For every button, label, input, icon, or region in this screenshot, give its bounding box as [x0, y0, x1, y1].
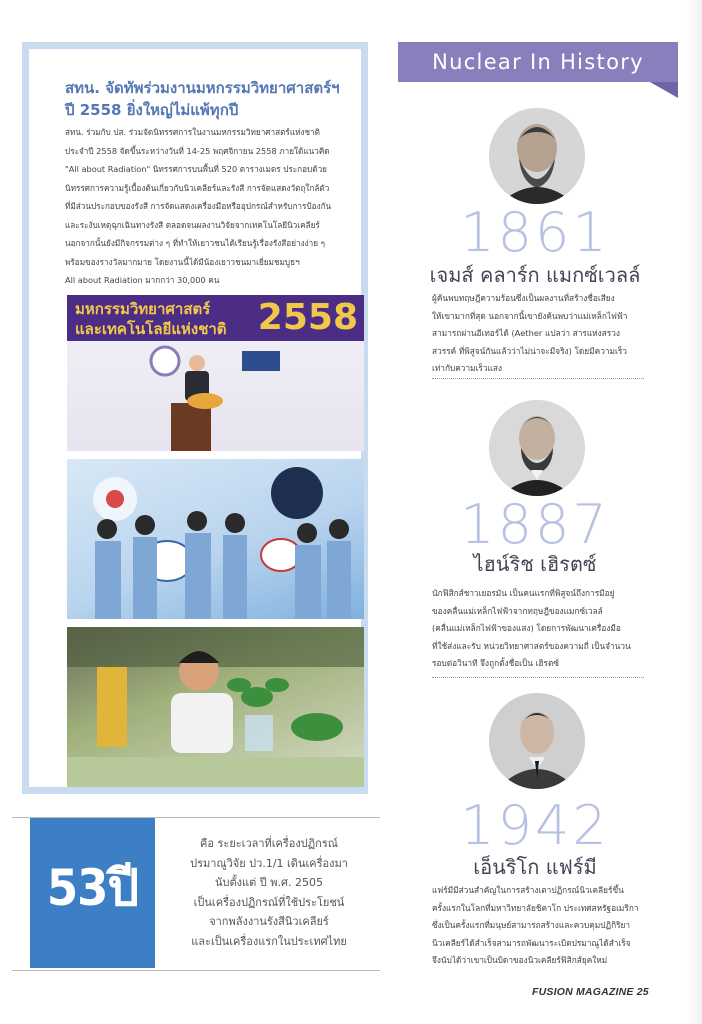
stat-bottom-rule: [12, 970, 380, 971]
bio-line: แฟร์มีมีส่วนสำคัญในการสร้างเตาปฏิกรณ์นิวเคลียร์ขึ้น: [432, 885, 624, 895]
news-body-line: สทน. ร่วมกับ ปส. ร่วมจัดนิทรรศการในงานมหกรรมวิทยาศาสตร์แห่งชาติ: [65, 127, 320, 137]
person-name: เจมส์ คลาร์ก แมกซ์เวลล์: [429, 263, 641, 287]
bio-line: สวรรค์ ที่พิสูจน์กันแล้วว่าไม่น่าจะมีจริง) โดยมีความเร็ว: [432, 345, 627, 356]
news-body-line: นอกจากนั้นยังมีกิจกรรมต่าง ๆ ที่ทำให้เยาวชนได้เรียนรู้เรื่องรังสีอย่างง่าย ๆ: [65, 238, 325, 248]
news-body-line: พร้อมของรางวัลมากมาย โดยงานนี้ได้มีน้องเยาวชนมาเยี่ยมชมบูธฯ: [65, 256, 300, 267]
news-body-line: All about Radiation มากกว่า 30,000 คน: [65, 275, 220, 285]
year-label: 1942: [460, 794, 610, 857]
news-body-line: ที่มีส่วนประกอบของรังสี การจัดแสดงเครื่องมือหรืออุปกรณ์สำหรับการป้องกัน: [65, 201, 332, 211]
news-box: [22, 42, 368, 794]
bio-line: ที่ใช้ส่งและรับ หน่วยวิทยาศาสตร์ของความถี่ เป็นจำนวน: [432, 640, 631, 651]
students-illustration: [67, 459, 364, 619]
exhibitor-photo: [67, 627, 364, 787]
stat-desc-line: เป็นเครื่องปฏิกรณ์ที่ใช้ประโยชน์: [193, 895, 345, 909]
person-bio: [432, 882, 654, 970]
hertz-portrait: [489, 400, 585, 496]
dotted-divider: [432, 677, 644, 678]
person-name: ไฮน์ริช เฮิรตซ์: [473, 552, 597, 576]
history-header: Nuclear In History: [398, 42, 678, 82]
maxwell-portrait: [489, 108, 585, 204]
news-title-line: ปี 2558 ยิ่งใหญ่ไม่แพ้ทุกปี: [65, 101, 239, 119]
page-footer: FUSION MAGAZINE 25: [532, 986, 649, 998]
news-body-line: ประจำปี 2558 จัดขึ้นระหว่างวันที่ 14-25 พฤศจิกายน 2558 ภายใต้แนวคิด: [65, 145, 330, 156]
news-title: [65, 77, 365, 121]
bio-line: รอบต่อวินาที จึงถูกตั้งชื่อเป็น เฮิรตซ์: [432, 658, 559, 668]
bio-line: (คลื่นแม่เหล็กไฟฟ้าของแสง) โดยการพัฒนาเครื่องมือ: [432, 623, 621, 633]
person-bio: [432, 585, 654, 673]
event-stage-photo: [67, 295, 364, 451]
stage-illustration: [67, 295, 364, 451]
stat-description: [160, 834, 378, 951]
stat-desc-line: ปรมาณูวิจัย ปว.1/1 เดินเครื่องมา: [190, 856, 348, 870]
event-banner-year: 2558: [257, 297, 358, 338]
exhibitor-illustration: [67, 627, 364, 787]
stat-desc-line: นับตั้งแต่ ปี พ.ศ. 2505: [215, 876, 323, 889]
news-body-line: และระงับเหตุฉุกเฉินทางรังสี ตลอดจนผลงานวิจัยจากเทคโนโลยีนิวเคลียร์: [65, 219, 320, 230]
fermi-portrait: [489, 693, 585, 789]
stat-desc-line: คือ ระยะเวลาที่เครื่องปฏิกรณ์: [200, 837, 338, 850]
news-title-line: สทน. จัดทัพร่วมงานมหกรรมวิทยาศาสตร์ฯ: [65, 79, 340, 97]
stat-box: [30, 818, 155, 968]
news-body-line: "All about Radiation" นิทรรศการบนพื้นที่ 520 ตารางเมตร ประกอบด้วย: [65, 164, 327, 174]
stat-desc-line: และเป็นเครื่องแรกในประเทศไทย: [191, 934, 347, 948]
bio-line: ผู้ค้นพบทฤษฎีความร้อนซึ่งเป็นผลงานที่สร้างชื่อเสียง: [432, 293, 615, 303]
bio-line: ของคลื่นแม่เหล็กไฟฟ้าจากทฤษฎีของแมกซ์เวลล์: [432, 605, 603, 616]
bio-line: นิวเคลียร์ได้สำเร็จสามารถพัฒนาระเบิดปรมาณูได้สำเร็จ: [432, 937, 631, 948]
year-label: 1861: [460, 201, 610, 264]
bio-line: สามารถผ่านอีเทอร์ได้ (Aether แปลว่า สารแห่งสรวง: [432, 328, 620, 338]
news-body: [65, 123, 361, 290]
person-bio: [432, 290, 654, 378]
dotted-divider: [432, 378, 644, 379]
bio-line: ครั้งแรกในโลกที่มหาวิทยาลัยชิคาโก ประเทศสหรัฐอเมริกา: [432, 902, 639, 913]
news-body-line: นิทรรศการความรู้เบื้องต้นเกี่ยวกับนิวเคลียร์และรังสี การจัดแสดงวัตถุใกล้ตัว: [65, 182, 330, 193]
bio-line: ซึ่งเป็นครั้งแรกที่มนุษย์สามารถสร้างและควบคุมปฏิกิริยา: [432, 920, 631, 930]
bio-line: จึงนับได้ว่าเขาเป็นบิดาของนิวเคลียร์ฟิสิกส์ยุคใหม่: [432, 955, 608, 965]
stat-desc-line: จากพลังงานรังสีนิวเคลียร์: [209, 915, 329, 928]
event-banner-line: และเทคโนโลยีแห่งชาติ: [75, 320, 227, 338]
bio-line: ให้เขามากที่สุด นอกจากนี้เขายังค้นพบว่าแม่เหล็กไฟฟ้า: [432, 310, 628, 321]
page-edge-shadow: [686, 0, 702, 1024]
stat-number: 53ปี: [46, 859, 139, 917]
year-label: 1887: [460, 493, 610, 556]
bio-line: นักฟิสิกส์ชาวเยอรมัน เป็นคนแรกที่พิสูจน์ถึงการมีอยู่: [432, 588, 615, 598]
bio-line: เท่ากับความเร็วแสง: [432, 363, 503, 373]
students-photo: [67, 459, 364, 619]
header-fold-decoration: [650, 82, 678, 98]
event-banner-line: มหกรรมวิทยาศาสตร์: [75, 300, 211, 318]
person-name: เอ็นริโก แฟร์มี: [473, 855, 597, 879]
